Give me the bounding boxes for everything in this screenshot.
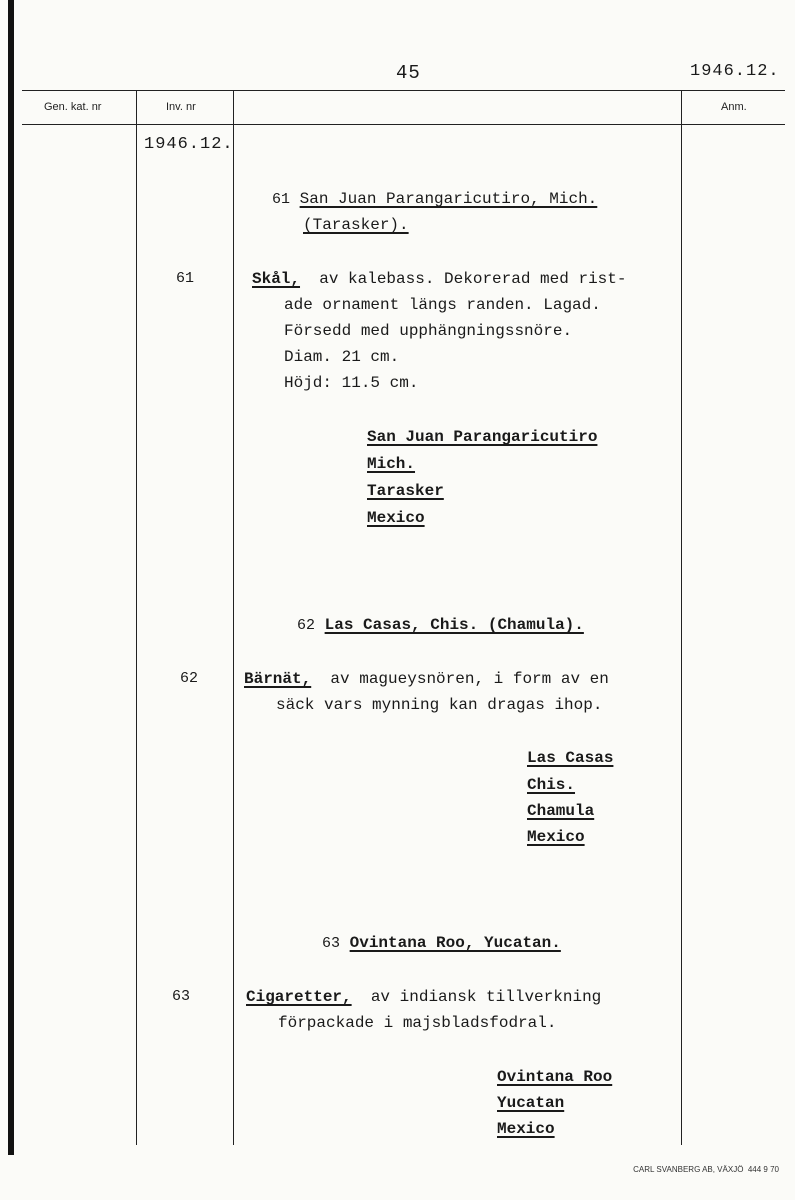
item-name: Skål, — [252, 270, 301, 288]
item-desc-61-line-4: Höjd: 11.5 cm. — [284, 374, 419, 392]
place-name: Ovintana Roo, Yucatan. — [349, 934, 561, 952]
item-desc-first: av indiansk tillverkning — [351, 988, 602, 1006]
label-63-line-1: Ovintana Roo — [497, 1068, 613, 1086]
label-62-line-4: Mexico — [527, 828, 585, 846]
place-number: 61 — [272, 191, 291, 208]
item-desc-61-line-2: Försedd med upphängningssnöre. — [284, 322, 573, 340]
date-entry: 1946.12. — [144, 135, 234, 154]
column-header-anm: Anm. — [721, 101, 747, 113]
page-number: 45 — [396, 62, 421, 84]
left-margin-bar — [8, 0, 14, 1155]
column-header-gen-kat-nr: Gen. kat. nr — [44, 101, 102, 113]
header-date: 1946.12. — [690, 62, 780, 81]
place-group-61 — [303, 212, 409, 238]
label-61-line-4: Mexico — [367, 509, 425, 527]
place-name: San Juan Parangaricutiro, Mich. — [299, 190, 598, 208]
label-61-line-2: Mich. — [367, 455, 416, 473]
inv-number-61: 61 — [176, 270, 195, 287]
inv-number-62: 62 — [180, 670, 199, 687]
column-divider-text-anm — [681, 90, 682, 1145]
place-name: Las Casas, Chis. (Chamula). — [324, 616, 584, 634]
label-62-line-3: Chamula — [527, 802, 595, 820]
item-line-62 — [244, 666, 609, 692]
item-line-61 — [252, 266, 626, 292]
item-desc-62-line-1: säck vars mynning kan dragas ihop. — [276, 696, 603, 714]
item-desc-61-line-1: ade ornament längs randen. Lagad. — [284, 296, 601, 314]
item-desc-first: av kalebass. Dekorerad med rist- — [300, 270, 627, 288]
column-divider-inv-text — [233, 90, 234, 1145]
printer-imprint: CARL SVANBERG AB, VÄXJÖ 444 9 70 — [633, 1165, 779, 1174]
place-number: 62 — [297, 617, 316, 634]
column-header-inv-nr: Inv. nr — [166, 101, 196, 113]
place-heading-61 — [272, 186, 597, 213]
place-group: (Tarasker). — [303, 216, 409, 234]
label-61-line-3: Tarasker — [367, 482, 444, 500]
item-desc-first: av magueysnören, i form av en — [311, 670, 609, 688]
place-number: 63 — [322, 935, 341, 952]
item-name: Bärnät, — [244, 670, 312, 688]
label-62-line-1: Las Casas — [527, 749, 614, 767]
item-name: Cigaretter, — [246, 988, 352, 1006]
label-63-line-2: Yucatan — [497, 1094, 565, 1112]
item-desc-61-line-3: Diam. 21 cm. — [284, 348, 400, 366]
column-divider-gen-inv — [136, 90, 137, 1145]
label-61-line-1: San Juan Parangaricutiro — [367, 428, 598, 446]
place-heading-62 — [297, 612, 584, 639]
item-line-63 — [246, 984, 601, 1010]
inv-number-63: 63 — [172, 988, 191, 1005]
label-63-line-3: Mexico — [497, 1120, 555, 1138]
label-62-line-2: Chis. — [527, 776, 576, 794]
place-heading-63 — [322, 930, 561, 957]
item-desc-63-line-1: förpackade i majsbladsfodral. — [278, 1014, 557, 1032]
